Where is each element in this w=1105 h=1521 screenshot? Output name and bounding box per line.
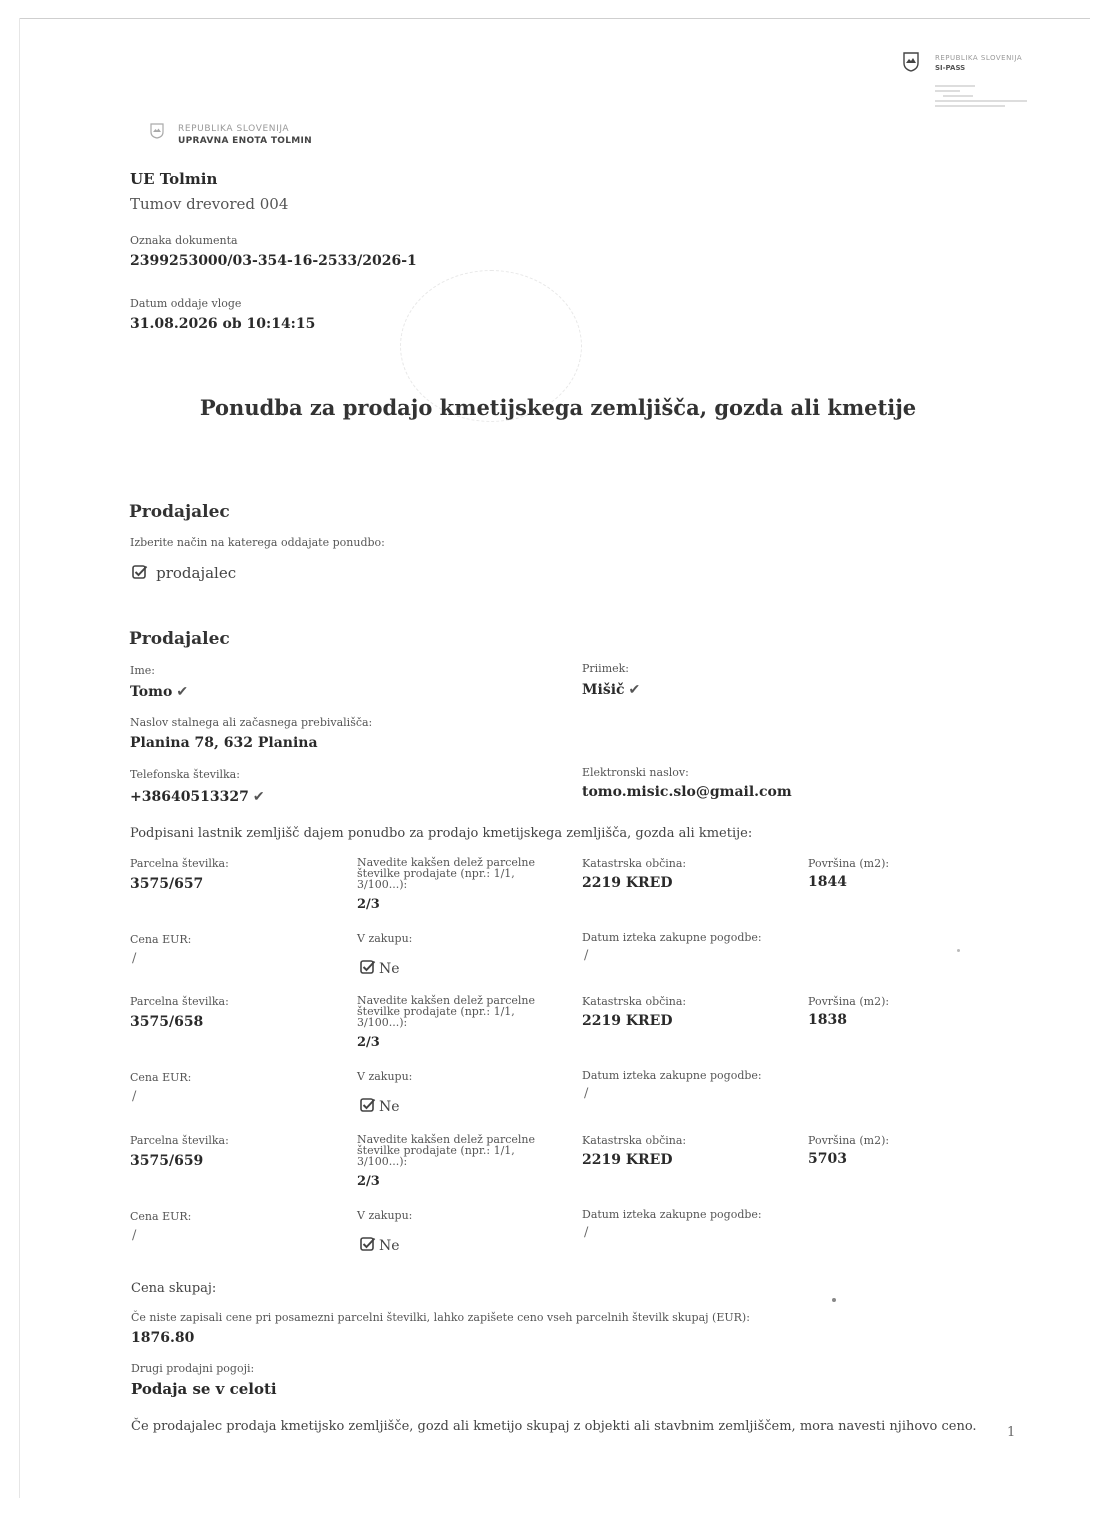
total-heading: Cena skupaj: [131,1281,217,1296]
parcel-number-label: Parcelna številka: [130,857,229,870]
document-id: 2399253000/03-354-16-2533/2026-1 [130,253,417,269]
owner-statement: Podpisani lastnik zemljišč dajem ponudbo za prodajo kmetijskega zemljišča, gozda ali kmetije: [130,826,753,841]
lease-end-label: Datum izteka zakupne pogodbe: [582,1208,762,1221]
cadastral-label: Katastrska občina: [582,995,687,1008]
section-heading: Prodajalec [129,629,230,649]
parcel-number: 3575/659 [130,1153,204,1169]
parcel-share: 2/3 [357,897,380,912]
parcel-share-label-line: Navedite kakšen delež parcelne [357,856,536,869]
price-label: Cena EUR: [130,933,192,946]
submission-method-label: prodajalec [156,564,237,582]
area-label: Površina (m2): [808,995,890,1008]
other-conditions-label: Drugi prodajni pogoji: [131,1362,255,1375]
lease-end-date: / [584,948,589,963]
sipass-line2: SI-PASS [935,64,966,72]
lease-end-label: Datum izteka zakupne pogodbe: [582,1069,762,1082]
lease-value: Ne [379,961,400,977]
lease-value: Ne [379,1099,400,1115]
parcel-share-label-line: Navedite kakšen delež parcelne [357,994,536,1007]
lease-label: V zakupu: [357,1209,413,1222]
lease-option[interactable] [360,1096,400,1115]
lease-option[interactable] [360,1235,400,1254]
parcel-share-label [357,857,535,890]
lease-value: Ne [379,1238,400,1254]
cadastral-label: Katastrska občina: [582,857,687,870]
checkbox-checked-icon[interactable] [360,1236,376,1252]
logo-line1: REPUBLIKA SLOVENIJA [178,124,290,134]
parcel-share-label-line: številke prodajate (npr.: 1/1, [357,1005,515,1018]
section-heading: Prodajalec [129,502,230,522]
parcel-share-label-line: Navedite kakšen delež parcelne [357,1133,536,1146]
cadastral-municipality: 2219 KRED [582,1152,673,1168]
other-conditions: Podaja se v celoti [131,1380,277,1398]
parcel-price: / [132,1089,137,1104]
submission-date: 31.08.2026 ob 10:14:15 [130,316,316,332]
email: tomo.misic.slo@gmail.com [582,784,792,800]
verified-check-icon: ✔ [628,682,641,698]
parcel-price: / [132,1228,137,1243]
checkbox-checked-icon[interactable] [132,564,148,580]
total-note: Če niste zapisali cene pri posamezni parcelni številki, lahko zapišete ceno vseh parcelnih številk skupaj (EUR): [131,1311,750,1324]
email-label: Elektronski naslov: [582,766,689,779]
scan-top-edge [20,18,1090,19]
recipient-name: UE Tolmin [130,170,218,188]
scan-speck [957,949,960,952]
parcel-share-label [357,995,535,1028]
lease-end-date: / [584,1225,589,1240]
page-title: Ponudba za prodajo kmetijskega zemljišča, gozda ali kmetije [199,395,917,420]
submission-method-option[interactable] [132,563,236,582]
cadastral-municipality: 2219 KRED [582,875,673,891]
checkbox-checked-icon[interactable] [360,959,376,975]
first-name: Tomo ✔ [130,684,189,700]
sipass-line1: REPUBLIKA SLOVENIJA [935,54,1023,62]
lease-label: V zakupu: [357,1070,413,1083]
parcel-share-label-line: številke prodajate (npr.: 1/1, [357,867,515,880]
last-name: Mišič ✔ [582,682,641,698]
parcel-area: 5703 [808,1151,847,1167]
lease-end-date: / [584,1086,589,1101]
footer-note: Če prodajalec prodaja kmetijsko zemljišče, gozd ali kmetijo skupaj z objekti ali stavbnim zemljiščem, mora navesti njihovo ceno. [131,1419,977,1434]
phone-label: Telefonska številka: [130,768,240,781]
submission-date-label: Datum oddaje vloge [130,297,242,310]
scan-left-edge [19,18,20,1498]
cadastral-label: Katastrska občina: [582,1134,687,1147]
recipient-address: Tumov drevored 004 [130,195,289,213]
total-price: 1876.80 [131,1330,195,1346]
document-id-label: Oznaka dokumenta [130,234,238,247]
sipass-fineprint [935,82,1035,122]
scan-speck [832,1298,836,1302]
first-name-label: Ime: [130,664,155,677]
price-label: Cena EUR: [130,1071,192,1084]
parcel-share-label [357,1134,535,1167]
parcel-share-label-line: številke prodajate (npr.: 1/1, [357,1144,515,1157]
price-label: Cena EUR: [130,1210,192,1223]
parcel-area: 1838 [808,1012,847,1028]
verified-check-icon: ✔ [176,684,189,700]
address-label: Naslov stalnega ali začasnega prebivališča: [130,716,373,729]
parcel-number-label: Parcelna številka: [130,995,229,1008]
lease-option[interactable] [360,958,400,977]
parcel-share: 2/3 [357,1174,380,1189]
parcel-share: 2/3 [357,1035,380,1050]
verified-check-icon: ✔ [252,789,265,805]
seller-address: Planina 78, 632 Planina [130,735,318,751]
coat-of-arms-icon [150,123,164,139]
area-label: Površina (m2): [808,857,890,870]
parcel-number: 3575/657 [130,876,204,892]
parcel-share-label-line: 3/100...): [357,878,408,891]
parcel-area: 1844 [808,874,847,890]
page-number: 1 [1007,1425,1016,1440]
last-name-label: Priimek: [582,662,630,675]
parcel-share-label-line: 3/100...): [357,1155,408,1168]
area-label: Površina (m2): [808,1134,890,1147]
parcel-price: / [132,951,137,966]
coat-of-arms-icon [903,52,919,72]
parcel-number-label: Parcelna številka: [130,1134,229,1147]
submission-method-question: Izberite način na katerega oddajate ponudbo: [130,536,385,549]
phone: +38640513327 ✔ [130,789,265,805]
checkbox-checked-icon[interactable] [360,1097,376,1113]
logo-line2: UPRAVNA ENOTA TOLMIN [178,136,313,146]
lease-end-label: Datum izteka zakupne pogodbe: [582,931,762,944]
lease-label: V zakupu: [357,932,413,945]
cadastral-municipality: 2219 KRED [582,1013,673,1029]
parcel-share-label-line: 3/100...): [357,1016,408,1029]
parcel-number: 3575/658 [130,1014,204,1030]
